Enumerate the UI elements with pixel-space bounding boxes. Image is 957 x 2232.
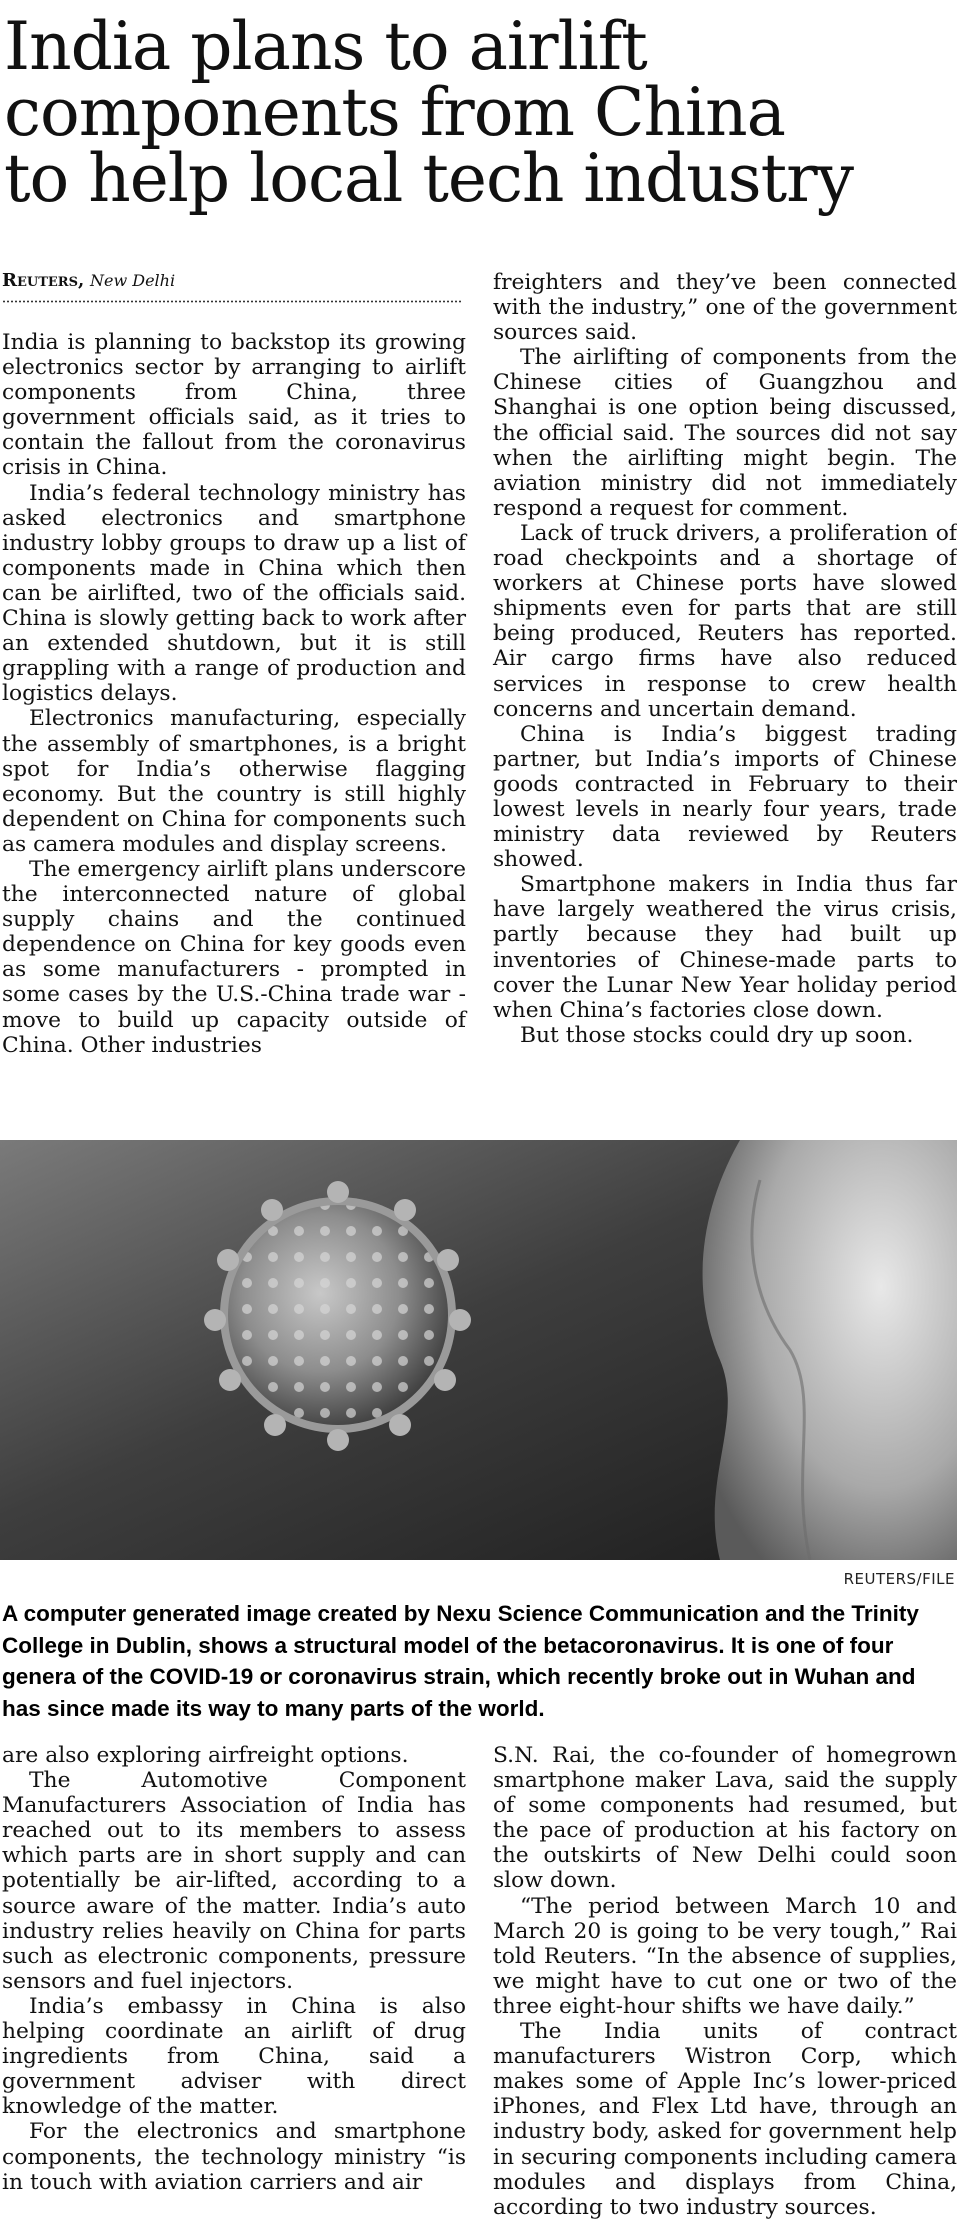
photo-caption: A computer generated image created by Nexu Science Communication and the Trinity College in Dublin, shows a structural model of the betacoronavirus. It is one of four genera of the COVID-19 or coronavirus strain, which recently broke out in Wuhan and has since made its way to many parts of the world. [2, 1601, 919, 1721]
paragraph: China is India’s biggest trading partner, but India’s imports of Chinese goods contracted in February to their lowest levels in nearly four years, trade ministry data reviewed by Reuters showed. [493, 721, 957, 873]
paragraph: The airlifting of components from the Chinese cities of Guangzhou and Shanghai is one option being discussed, the official said. The sources did not say when the airlifting might begin. The aviation ministry did not immediately respond a request for comment. [493, 345, 957, 521]
paragraph: But those stocks could dry up soon. [520, 1022, 914, 1048]
headline [4, 8, 954, 217]
paragraph: freighters and they’ve been connected with the industry,” one of the government sources said. [493, 270, 957, 346]
paragraph: Lack of truck drivers, a proliferation of road checkpoints and a shortage of workers at Chinese ports have slowed shipments even for parts that are still being produced, Reuters has reported. Air cargo firms have also reduced services in response to crew health concerns and uncertain demand. [493, 520, 957, 722]
paragraph: “The period between March 10 and March 20 is going to be very tough,” Rai told Reuters. “In the absence of supplies, we might have to cut one or two of the three eight-hour shifts we have daily.” [493, 1893, 957, 2019]
byline-place: New Delhi [89, 271, 176, 290]
virus-photo [0, 1140, 957, 1560]
paragraph: India’s federal technology ministry has asked electronics and smartphone industry lobby groups to draw up a list of components made in China which then can be airlifted, two of the officials said. China is slowly getting back to work after an extended shutdown, but it is still grappling with a range of production and logistics delays. [2, 480, 466, 707]
headline-line-1: India plans to airlift [4, 8, 647, 85]
paragraph: The emergency airlift plans underscore the interconnected nature of global supply chains and the continued dependence on China for key goods even as some manufacturers - prompted in some cases by the U.S.-China trade war - move to build up capacity outside of China. Other industries [2, 856, 466, 1058]
photo-credit: REUTERS/FILE [843, 1570, 955, 1588]
paragraph: S.N. Rai, the co-founder of homegrown smartphone maker Lava, said the supply of some components had resumed, but the pace of production at his factory on the outskirts of New Delhi could soon slow down. [493, 1743, 957, 1894]
byline [2, 270, 175, 292]
article-column-right-top [493, 270, 957, 1048]
byline-agency: Reuters, [2, 270, 85, 291]
headline-line-3: to help local tech industry [4, 140, 854, 217]
article-column-right-bottom [493, 1743, 957, 2220]
paragraph: For the electronics and smartphone components, the technology ministry “is in touch with aviation carriers and air [2, 2119, 466, 2195]
article-column-left-bottom [2, 1743, 466, 2195]
article-column-left-top [2, 330, 466, 1058]
paragraph: Electronics manufacturing, especially the assembly of smartphones, is a bright spot for India’s otherwise flagging economy. But the country is still highly dependent on China for components such as camera modules and display screens. [2, 706, 466, 857]
paragraph: Smartphone makers in India thus far have largely weathered the virus crisis, partly because they had built up inventories of Chinese-made parts to cover the Lunar New Year holiday period when China’s factories close down. [493, 872, 957, 1023]
paragraph: are also exploring airfreight options. [2, 1743, 409, 1768]
paragraph: India is planning to backstop its growing electronics sector by arranging to airlift components from China, three government officials said, as it tries to contain the fallout from the coronavirus crisis in China. [2, 330, 466, 481]
paragraph: India’s embassy in China is also helping coordinate an airlift of drug ingredients from China, said a government adviser with direct knowledge of the matter. [2, 1993, 466, 2120]
dotted-divider [2, 300, 462, 303]
paragraph: The India units of contract manufacturers Wistron Corp, which makes some of Apple Inc’s lower-priced iPhones, and Flex Ltd have, through an industry body, asked for government help in securing components including camera modules and displays from China, according to two industry sources. [493, 2019, 957, 2220]
paragraph: The Automotive Component Manufacturers Association of India has reached out to its members to assess which parts are in short supply and can potentially be air-lifted, according to a source aware of the matter. India’s auto industry relies heavily on China for parts such as electronic components, pressure sensors and fuel injectors. [2, 1768, 466, 1994]
headline-line-2: components from China [4, 74, 785, 151]
